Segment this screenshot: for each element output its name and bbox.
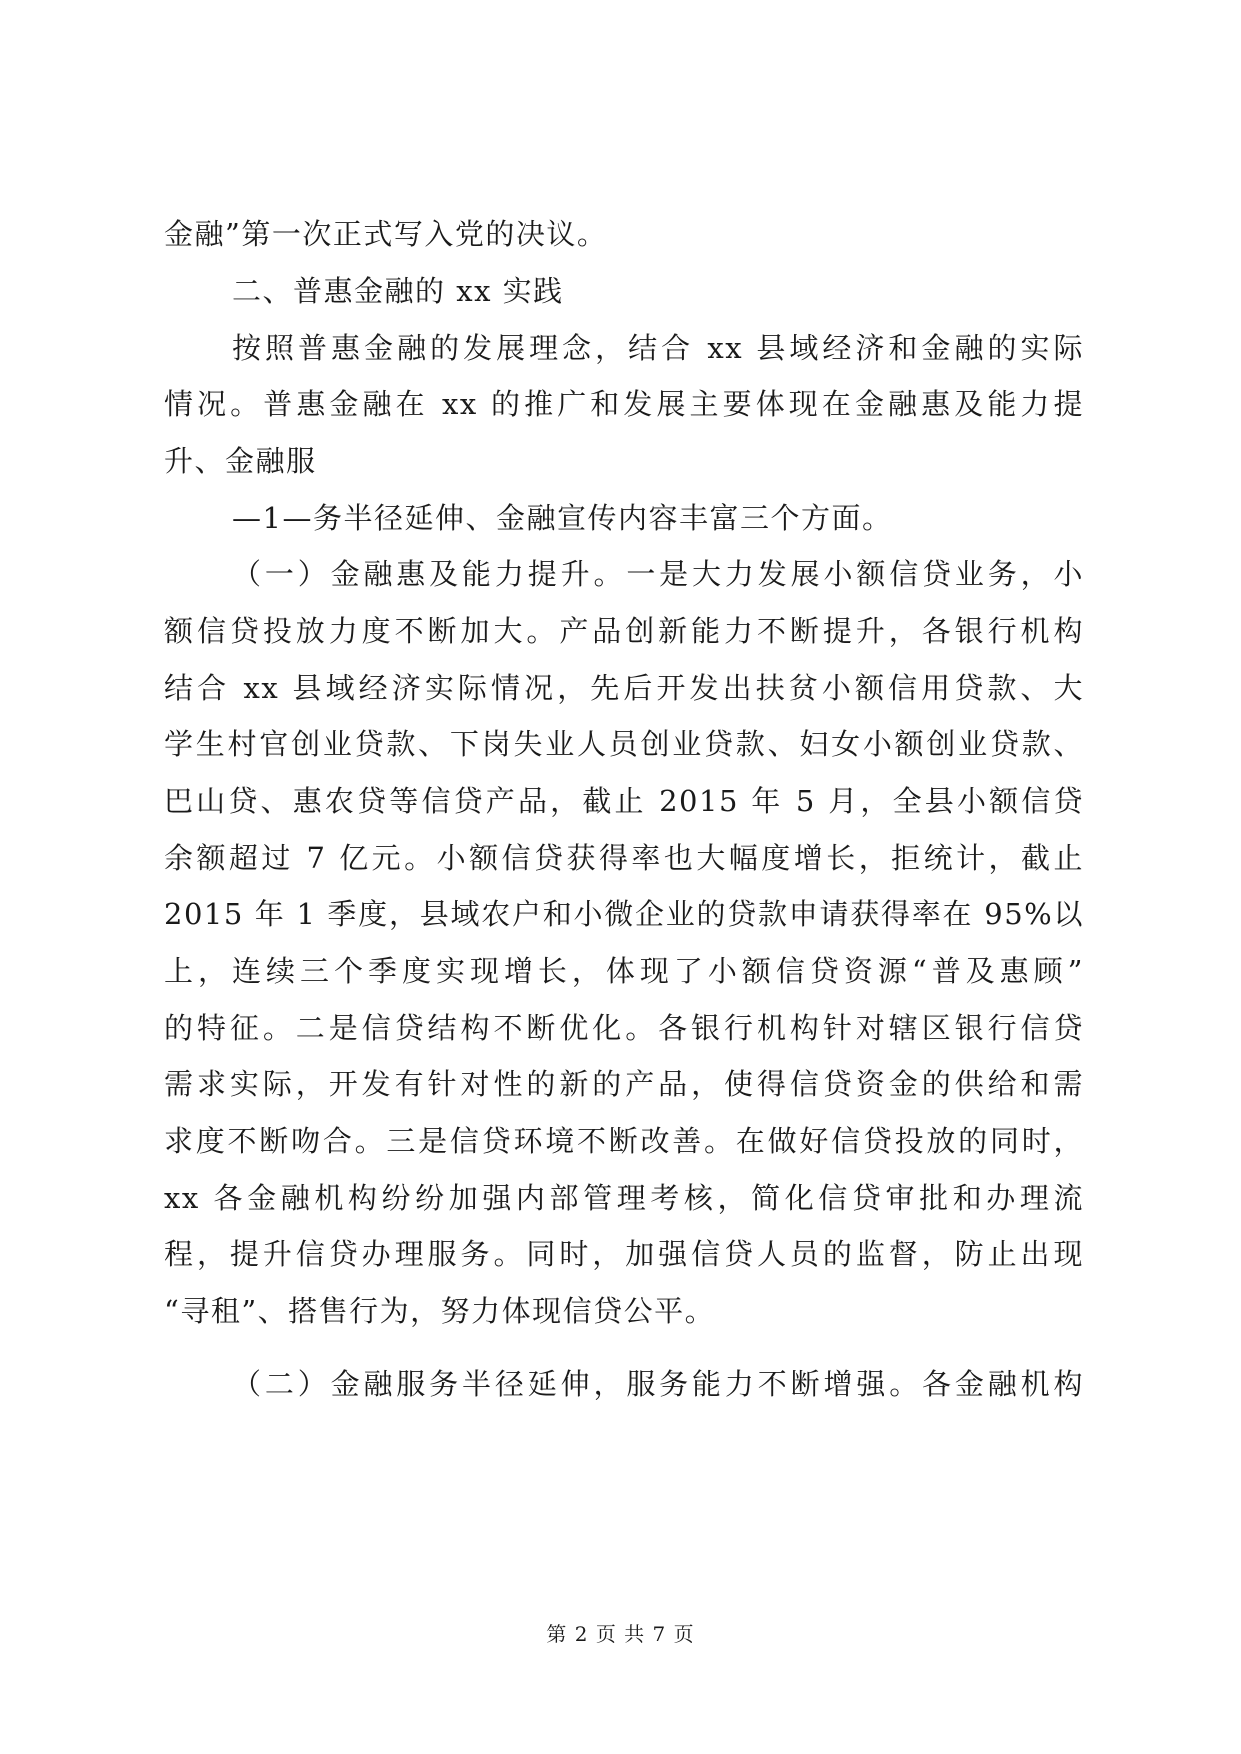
body-text-line: 余额超过 7 亿元。小额信贷获得率也大幅度增长，拒统计，截止 <box>164 841 1084 875</box>
body-text-line: 求度不断吻合。三是信贷环境不断改善。在做好信贷投放的同时， <box>164 1124 1084 1158</box>
body-text-line: 的特征。二是信贷结构不断优化。各银行机构针对辖区银行信贷 <box>164 1011 1084 1045</box>
body-text-line: 程，提升信贷办理服务。同时，加强信贷人员的监督，防止出现 <box>164 1237 1084 1271</box>
body-text-line: 需求实际，开发有针对性的新的产品，使得信贷资金的供给和需 <box>164 1067 1084 1101</box>
body-text-line: “寻租”、搭售行为，努力体现信贷公平。 <box>164 1294 716 1328</box>
body-text-line: 2015 年 1 季度，县域农户和小微企业的贷款申请获得率在 95%以 <box>164 897 1084 931</box>
body-text-line: 金融”第一次正式写入党的决议。 <box>164 217 608 251</box>
body-text-line: 上，连续三个季度实现增长，体现了小额信贷资源“普及惠顾” <box>164 954 1084 988</box>
body-text-line: （二）金融服务半径延伸，服务能力不断增强。各金融机构 <box>232 1367 1084 1401</box>
section-heading: 二、普惠金融的 xx 实践 <box>232 274 564 308</box>
body-text-line: （一）金融惠及能力提升。一是大力发展小额信贷业务，小 <box>232 557 1084 591</box>
body-text-line: 结合 xx 县域经济实际情况，先后开发出扶贫小额信用贷款、大 <box>164 671 1084 705</box>
body-text-line: 情况。普惠金融在 xx 的推广和发展主要体现在金融惠及能力提 <box>164 387 1084 421</box>
body-text-line: 学生村官创业贷款、下岗失业人员创业贷款、妇女小额创业贷款、 <box>164 727 1084 761</box>
page-footer: 第 2 页 共 7 页 <box>546 1622 695 1646</box>
body-text-line: —1—务半径延伸、金融宣传内容丰富三个方面。 <box>232 501 893 535</box>
body-text-line: xx 各金融机构纷纷加强内部管理考核，简化信贷审批和办理流 <box>164 1181 1084 1215</box>
body-text-line: 升、金融服 <box>164 444 317 478</box>
body-text-line: 按照普惠金融的发展理念，结合 xx 县域经济和金融的实际 <box>232 331 1084 365</box>
body-text-line: 额信贷投放力度不断加大。产品创新能力不断提升，各银行机构 <box>164 614 1084 648</box>
body-text-line: 巴山贷、惠农贷等信贷产品，截止 2015 年 5 月，全县小额信贷 <box>164 784 1084 818</box>
